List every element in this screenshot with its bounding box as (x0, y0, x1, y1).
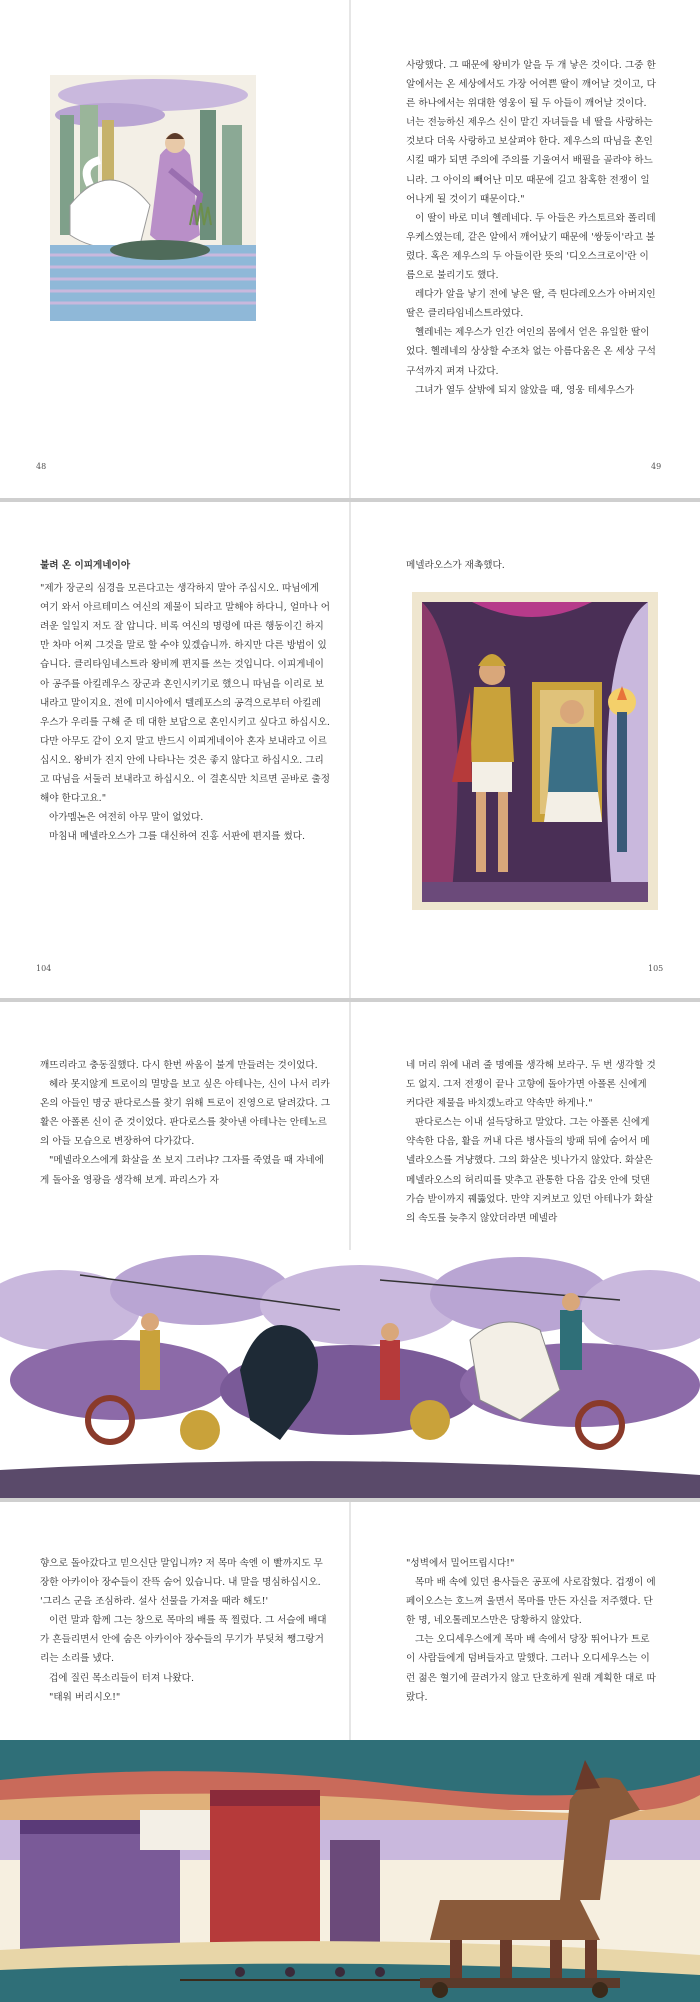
illustration-agamemnon-throne (412, 592, 658, 910)
left-page-text (40, 556, 330, 846)
book-spread-pages-104-105 (0, 502, 700, 998)
left-page-text (40, 1056, 330, 1190)
illustration-battle-scene (0, 1250, 700, 1498)
paragraph: 헬레네는 제우스가 인간 여인의 몸에서 얻은 유일한 딸이었다. 헬레네의 상상할 수조차 없는 아름다움은 온 세상 구석구석까지 퍼져 나갔다. (406, 327, 656, 377)
paragraph: 판다로스는 이내 설득당하고 말았다. 그는 아폴론 신에게 약속한 다음, 활을 꺼내 다른 병사들의 방패 뒤에 숨어서 메넬라오스를 겨냥했다. 그의 화살은 빗나가지 않았다. 화살은 메넬라오스의 허리띠를 맞추고 관통한 다음 갑옷 안에 덧댄 가슴 받이까지 꿰뚫었다. 만약 지켜보고 있던 아테나가 화살의 속도를 늦추지 않았더라면 메넬라 (406, 1117, 653, 1224)
paragraph: 향으로 돌아갔다고 믿으신단 말입니까? 저 목마 속엔 이 빨까지도 무장한 아카이아 장수들이 잔뜩 숨어 있습니다. 내 말을 명심하십시오. '그리스 군을 조심하라. 설사 선물을 가져올 때라 해도!' (40, 1558, 323, 1608)
paragraph: "제가 장군의 심경을 모른다고는 생각하지 말아 주십시오. 따님에게 여기 와서 아르테미스 여신의 제물이 되라고 말해야 하다니, 얼마나 어려운 일일지 저도 잘 압니다. 비록 여신의 명령에 따른 행동이긴 하지만 차마 어찌 그것을 말로 할 수야 있겠습니까. 하지만 다른 방법이 있습니다. 클리타임네스트라 왕비께 편지를 쓰는 것입니다. 이피게네이아 공주를 아킬레우스 장군과 혼인시키기로 했으니 따님을 이리로 보내라고 말이지요. 전에 미시아에서 텔레포스의 공격으로부터 아킬레우스가 우리를 구해 준 데 대한 보답으로 혼인시키고 싶다고 하십시오. 다만 아무도 같이 오지 말고 반드시 이피게네이아 혼자 보내라고 이르십시오. 왕비가 진지 안에 나타나는 것은 좋지 않다고 하십시오. 그리고 따님을 서둘러 보내라고 하십시오. 이 결혼식만 치르면 곧바로 출정해야 한다고요." (40, 583, 330, 805)
paragraph: 깨뜨리라고 충동질했다. 다시 한번 싸움이 불게 만들려는 것이었다. (40, 1060, 318, 1071)
illustration-trojan-horse (0, 1740, 700, 2002)
page-number-left: 48 (36, 462, 47, 471)
paragraph: 아가멤논은 여전히 아무 말이 없었다. (49, 812, 204, 824)
paragraph: 그녀가 열두 살밖에 되지 않았을 때, 영웅 테세우스가 (415, 384, 635, 396)
battle-artwork (0, 1250, 700, 1498)
leda-swan-artwork (50, 75, 256, 321)
right-page-text (406, 56, 658, 400)
agamemnon-artwork (412, 592, 658, 910)
paragraph: 헤라 못지않게 트로이의 멸망을 보고 싶은 아테나는, 신이 나서 리카온의 아들인 명궁 판다로스를 찾기 위해 트로이 진영으로 달려갔다. 그 활은 아폴론 신이 준 것이었다. 판다로스를 찾아낸 아테나는 안테노르의 아들 모습으로 변장하여 다가갔다. (40, 1079, 330, 1148)
paragraph: "메넬라오스에게 화살을 쏘 보지 그러냐? 그자를 죽였을 때 자네에게 돌아올 영광을 생각해 보게. 파리스가 자 (40, 1155, 324, 1186)
book-spread-pages-48-49 (0, 0, 700, 498)
paragraph: 이 딸이 바로 미녀 헬레네다. 두 아들은 카스토르와 폴리데우케스였는데, 같은 알에서 깨어났기 때문에 '쌍둥이'라고 불렸다. 혹은 제우스의 두 아들이란 뜻의 '디오스크로이'란 이름으로 불리기도 했다. (406, 212, 656, 282)
book-spine (349, 1002, 351, 1250)
page-number-right: 105 (648, 964, 664, 973)
book-spine (349, 0, 351, 498)
book-spread-trojan-horse (0, 1502, 700, 2002)
page-number-right: 49 (651, 462, 662, 471)
paragraph: 그는 오디세우스에게 목마 배 속에서 당장 뛰어나가 트로이 사람들에게 덤벼들자고 말했다. 그러나 오디세우스는 이런 젊은 혈기에 끌려가지 않고 단호하게 원래 계획한 대로 따랐다. (406, 1634, 656, 1703)
paragraph: 네 머리 위에 내려 줄 명예를 생각해 보라구. 두 번 생각할 것도 없지. 그저 전쟁이 끝나 고향에 돌아가면 아폴론 신에게 커다란 제물을 바치겠노라고 약속만 하게나." (406, 1060, 656, 1110)
section-heading: 불려 온 이피게네이아 (40, 560, 131, 571)
paragraph: "태워 버리시오!" (49, 1691, 121, 1703)
book-spine (349, 502, 351, 998)
paragraph: 레다가 알을 낳기 전에 낳은 딸, 즉 틴다레오스가 아버지인 딸은 클리타임네스트라였다. (406, 289, 656, 320)
left-page-text (40, 1554, 330, 1707)
right-page-text (406, 1056, 658, 1228)
paragraph: 메넬라오스가 재촉했다. (406, 560, 505, 571)
page-number-left: 104 (36, 964, 52, 973)
trojan-horse-artwork (0, 1740, 700, 2002)
right-page-text (406, 556, 658, 575)
book-spread-battle (0, 1002, 700, 1498)
paragraph: 사랑했다. 그 때문에 왕비가 알을 두 개 낳은 것이다. 그중 한 알에서는 온 세상에서도 가장 어여쁜 딸이 깨어날 것이고, 다른 하나에서는 위대한 영웅이 될 두 아들이 깨어날 것이다. 너는 전능하신 제우스 신이 맡긴 자녀들을 네 딸을 사랑하는 것보다 더욱 사랑하고 보살펴야 한다. 제우스의 따님을 혼인시킬 때가 되면 주의에 주의를 기울여서 배필을 골라야 하느니라. 그 아이의 빼어난 미모 때문에 길고 참혹한 전쟁이 일어나게 될 것이기 때문이다." (406, 60, 656, 205)
book-spine (349, 1502, 351, 1742)
right-page-text (406, 1554, 658, 1707)
paragraph: 마침내 메넬라오스가 그를 대신하여 진홍 서판에 편지를 썼다. (49, 831, 306, 843)
paragraph: "성벽에서 밀어뜨립시다!" (406, 1558, 515, 1569)
paragraph: 목마 배 속에 있던 용사들은 공포에 사로잡혔다. 겁쟁이 에페이오스는 호느껴 울면서 목마를 만든 자신을 저주했다. 단 한 명, 네오톨레모스만은 당황하지 않았다. (406, 1577, 656, 1627)
paragraph: 겁에 질린 목소리들이 터져 나왔다. (49, 1672, 194, 1684)
paragraph: 이런 말과 함께 그는 창으로 목마의 배를 푹 찔렀다. 그 서슬에 배대가 흔들리면서 안에 숨은 아카이아 장수들의 무기가 부딪쳐 쨍그랑거리는 소리를 냈다. (40, 1615, 327, 1665)
illustration-leda-and-swan (50, 75, 256, 321)
